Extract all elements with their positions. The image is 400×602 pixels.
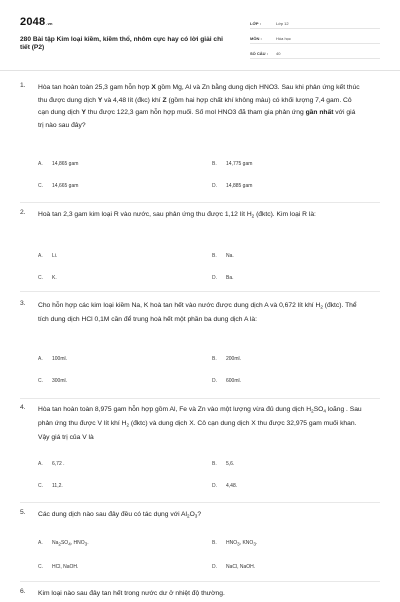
meta-row-count <box>250 44 380 59</box>
question-divider <box>20 202 380 203</box>
meta-value: Lớp 12 <box>276 21 289 26</box>
question-number: 1. <box>20 82 26 89</box>
option-a[interactable]: A. Li. <box>38 253 58 259</box>
site-logo[interactable] <box>20 16 53 28</box>
question-2 <box>20 209 380 295</box>
option-d[interactable]: D. 600ml. <box>212 378 242 384</box>
meta-value: Hóa học <box>276 36 291 41</box>
meta-row-grade <box>250 14 380 29</box>
document-meta <box>250 14 380 59</box>
question-text: Các dung dịch nào sau đây đều có tác dụng với $Al_2O_3$? <box>38 511 202 519</box>
question-number: 4. <box>20 404 26 411</box>
option-b[interactable]: B. HNO3, KNO3. <box>212 540 258 547</box>
option-b[interactable]: B. Na. <box>212 253 234 259</box>
meta-key: MÔN : <box>250 36 262 41</box>
question-text: Hòa tan hoàn toàn 25,3 gam hỗn hợp X gồm Mg, Al và Zn bằng dung dịch HNO3. Sau khi phản ứng kết thúc thu được dung dịch Y và 4,48 lít (đkc) khí Z (gồm hai hợp chất khí không màu) có khối lượng 7,4 gam. Cô cạn dung dịch Y thu được 122,3 gam hỗn hợp muối. Số mol HNO3 đã tham gia phản ứng gần nhất với giá trị nào sau đây? <box>38 84 360 129</box>
question-text: Hòa tan hoàn toàn 8,975 gam hỗn hợp gồm Al, Fe và Zn vào một lượng vừa đủ dung dịch $H_2SO_4$ loãng . Sau phản ứng thu được V lít khí $H_2$ (đktc) và dung dịch X. Cô cạn dung dịch X thu được 32,975 gam muối khan. Vậy giá trị của V là <box>38 406 362 441</box>
page-header <box>20 12 380 68</box>
option-a[interactable]: A. 6,72 . <box>38 461 65 467</box>
question-number: 3. <box>20 300 26 307</box>
document-title: 280 Bài tập Kim loại kiềm, kiềm thổ, nhôm cực hay có lời giải chi tiết (P2) <box>20 36 223 52</box>
option-c[interactable]: C. K. <box>38 275 57 281</box>
option-d[interactable]: D. NaCl, NaOH. <box>212 564 256 570</box>
option-d[interactable]: D. 14,885 gam <box>212 183 253 189</box>
option-a[interactable]: A. 14,865 gam <box>38 161 79 167</box>
option-d[interactable]: D. Ba. <box>212 275 234 281</box>
meta-key: SỐ CÂU : <box>250 51 268 56</box>
question-4 <box>20 404 380 504</box>
option-a[interactable]: A. Na2SO4, HNO3. <box>38 540 89 547</box>
question-3 <box>20 300 380 400</box>
question-5 <box>20 509 380 583</box>
option-c[interactable]: C. HCl, NaOH. <box>38 564 79 570</box>
question-text: Kim loại nào sau đây tan hết trong nước dư ở nhiệt độ thường. <box>38 590 225 597</box>
option-d[interactable]: D. 4,48. <box>212 483 238 489</box>
logo-text: 2048 <box>20 16 46 28</box>
question-number: 5. <box>20 509 26 516</box>
option-a[interactable]: A. 100ml. <box>38 356 68 362</box>
option-b[interactable]: B. 14,775 gam <box>212 161 253 167</box>
question-number: 2. <box>20 209 26 216</box>
logo-suffix: .vn <box>46 21 53 26</box>
option-c[interactable]: C. 14,665 gam <box>38 183 79 189</box>
question-number: 6. <box>20 588 26 595</box>
question-divider <box>20 581 380 582</box>
meta-value: 40 <box>276 51 281 56</box>
header-divider <box>0 70 400 71</box>
question-divider <box>20 291 380 292</box>
meta-row-subject <box>250 29 380 44</box>
question-text: Hoà tan 2,3 gam kim loại R vào nước, sau phản ứng thu được 1,12 lít $H_2$ (đktc). Kim loại R là: <box>38 211 316 219</box>
question-text: Cho hỗn hợp các kim loại kiềm Na, K hoà tan hết vào nước được dung dịch A và 0,672 lít khí $H_2$ (đktc). Thể tích dung dịch HCl 0,1M cần để trung hoà hết một phần ba dung dịch A là: <box>38 302 357 323</box>
option-c[interactable]: C. 11,2. <box>38 483 63 489</box>
option-b[interactable]: B. 5,6. <box>212 461 235 467</box>
question-1 <box>20 82 380 210</box>
option-b[interactable]: B. 200ml. <box>212 356 242 362</box>
option-c[interactable]: C. 300ml. <box>38 378 68 384</box>
question-divider <box>20 502 380 503</box>
meta-key: LỚP : <box>250 21 261 26</box>
question-divider <box>20 398 380 399</box>
